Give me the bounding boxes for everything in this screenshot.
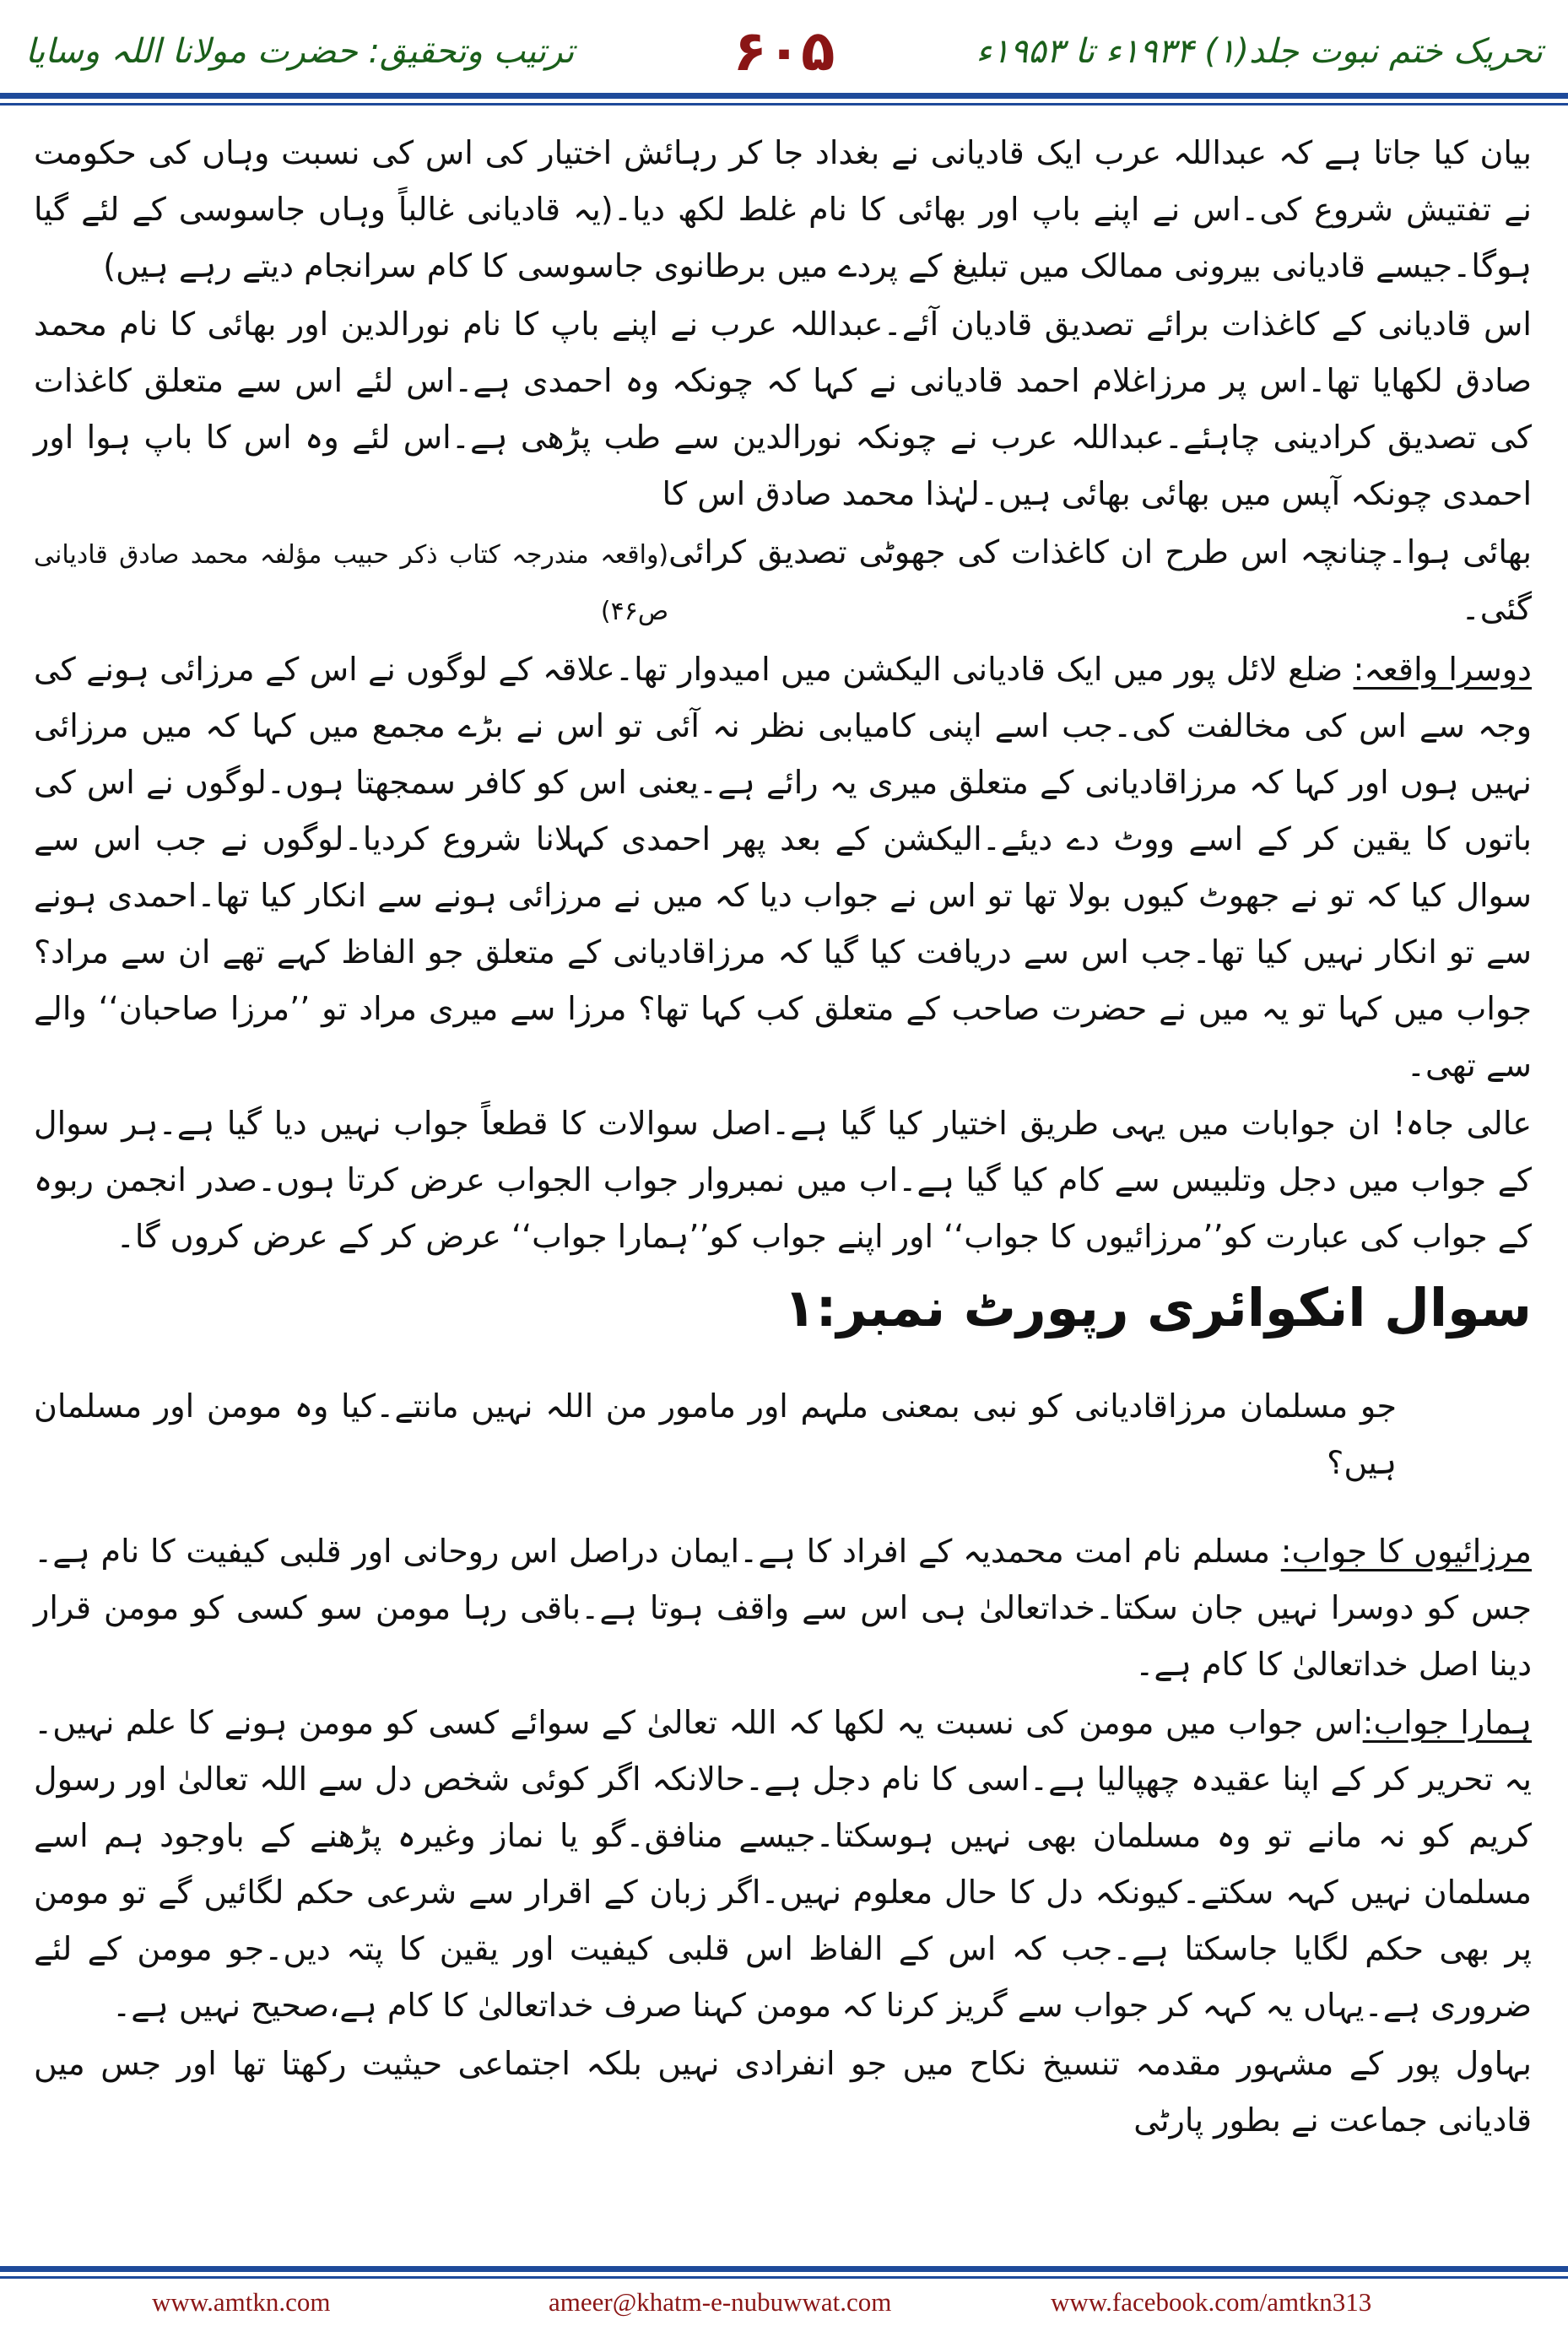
footer-rule-thin [0,2276,1568,2279]
mirzai-answer-text: مسلم نام امت محمدیہ کے افراد کا ہے۔ایمان دراصل اس روحانی اور قلبی کیفیت کا نام ہے۔جس کو دوسرا نہیں جان سکتا۔خداتعالیٰ ہی اس سے واقف ہوتا ہے۔باقی رہا مومن سو کسی کو مومن قرار دینا اصل خداتعالیٰ کا کام ہے۔ [34,1533,1532,1683]
second-incident-label: دوسرا واقعہ: [1353,651,1532,688]
our-answer-label: ہمارا جواب: [1362,1704,1532,1741]
footer-rule-thick [0,2266,1568,2272]
page-body [34,125,1532,2150]
our-answer-text: اس جواب میں مومن کی نسبت یہ لکھا کہ اللہ تعالیٰ کے سوائے کسی کو مومن ہونے کا علم نہیں۔یہ تحریر کر کے اپنا عقیدہ چھپالیا ہے۔اسی کا نام دجل ہے۔حالانکہ اگر کوئی شخص دل سے اللہ تعالیٰ اور رسول کریم کو نہ مانے تو وہ مسلمان بھی نہیں ہوسکتا۔جیسے منافق۔گو یا نماز وغیرہ پڑھنے کے باوجود ہم اسے مسلمان نہیں کہہ سکتے۔کیونکہ دل کا حال معلوم نہیں۔اگر زبان کے اقرار سے شرعی حکم لگائیں گے تو مومن پر بھی حکم لگایا جاسکتا ہے۔جب کہ اس کے الفاظ اس قلبی کیفیت اور یقین کا پتہ دیں۔جو مومن کے لئے ضروری ہے۔یہاں یہ کہہ کر جواب سے گریز کرنا کہ مومن کہنا صرف خداتعالیٰ کا کام ہے،صحیح نہیں ہے۔ [34,1704,1532,2024]
page-footer [0,2284,1568,2334]
paragraph-3 [34,641,1532,1094]
paragraph-4: عالی جاہ! ان جوابات میں یہی طریق اختیار کیا گیا ہے۔اصل سوالات کا قطعاً جواب نہیں دیا گیا ہے۔ہر سوال کے جواب میں دجل وتلبیس سے کام کیا گیا ہے۔اب میں نمبروار جواب الجواب عرض کرتا ہوں۔صدر انجمن ربوہ کے جواب کی عبارت کو’’مرزائیوں کا جواب‘‘ اور اپنے جواب کو’’ہمارا جواب‘‘ عرض کر کے عرض کروں گا۔ [34,1105,1532,1255]
paragraph-2: اس قادیانی کے کاغذات برائے تصدیق قادیان آئے۔عبداللہ عرب نے اپنے باپ کا نام نورالدین اور بھائی کا نام محمد صادق لکھایا تھا۔اس پر مرزاغلام احمد قادیانی نے کہا کہ چونکہ وہ احمدی ہے۔اس لئے اس سے متعلق کاغذات کی تصدیق کرادینی چاہئے۔عبداللہ عرب نے چونکہ نورالدین سے طب پڑھی ہے۔اس لئے وہ اس کا باپ ہوا اور احمدی چونکہ آپس میں بھائی بھائی ہیں۔لہٰذا محمد صادق اس کا [34,306,1532,512]
paragraph-last: بہاول پور کے مشہور مقدمہ تنسیخ نکاح میں جو انفرادی نہیں بلکہ اجتماعی حیثیت رکھتا تھا اور جس میں قادیانی جماعت نے بطور پارٹی [34,2045,1532,2139]
our-answer [34,1695,1532,2034]
website-link[interactable]: www.amtkn.com [152,2287,331,2317]
mirzai-answer-label: مرزائیوں کا جواب: [1280,1533,1532,1570]
book-title: تحریک ختم نبوت جلد(۱) ۱۹۳۴ء تا ۱۹۵۳ء [976,32,1543,71]
page-header [0,0,1568,127]
section-heading: سوال انکوائری رپورٹ نمبر:۱ [783,1277,1532,1339]
compiler-credit: ترتیب وتحقیق: حضرت مولانا اللہ وسایا [25,32,575,71]
email-link[interactable]: ameer@khatm-e-nubuwwat.com [549,2287,892,2317]
mirzai-answer [34,1523,1532,1693]
paragraph-2-closing [34,524,1532,640]
header-rule-thin [0,103,1568,105]
second-incident-text: ضلع لائل پور میں ایک قادیانی الیکشن میں امیدوار تھا۔علاقہ کے لوگوں نے اس کے مرزائی ہونے کی وجہ سے اس کی مخالفت کی۔جب اسے اپنی کامیابی نظر نہ آئی تو اس نے بڑے مجمع میں کہا کہ میں مرزائی نہیں ہوں اور کہا کہ مرزاقادیانی کے متعلق میری یہ رائے ہے۔یعنی اس کو کافر سمجھتا ہوں۔لوگوں نے اس کی باتوں کا یقین کر کے اسے ووٹ دے دیئے۔الیکشن کے بعد پھر احمدی کہلانا شروع کردیا۔لوگوں نے جب اس سے سوال کیا کہ تو نے جھوٹ کیوں بولا تھا تو اس نے جواب دیا کہ میں نے مرزائی ہونے سے انکار کیا تھا۔احمدی ہونے سے تو انکار نہیں کیا تھا۔جب اس سے دریافت کیا گیا کہ مرزاقادیانی کے متعلق جو الفاظ کہے تھے ان سے مراد؟ جواب میں کہا تو یہ میں نے حضرت صاحب کے متعلق کب کہا تھا؟ مرزا سے میری مراد تو ’’مرزا صاحبان‘‘ والے سے تھی۔ [34,651,1532,1084]
facebook-link[interactable]: www.facebook.com/amtkn313 [1051,2287,1372,2317]
page-number: ۶۰۵ [733,19,835,84]
header-rule-thick [0,93,1568,99]
source-reference: (واقعہ مندرجہ کتاب ذکر حبیب مؤلفہ محمد صادق قادیانی ص۴۶) [34,540,669,626]
inquiry-question: جو مسلمان مرزاقادیانی کو نبی بمعنی ملہم اور مامور من اللہ نہیں مانتے۔کیا وہ مومن اور مسلمان ہیں؟ [34,1387,1397,1481]
paragraph-2-last-line: بھائی ہوا۔چنانچہ اس طرح ان کاغذات کی جھوٹی تصدیق کرائی گئی۔ [668,533,1532,627]
paragraph-1: بیان کیا جاتا ہے کہ عبداللہ عرب ایک قادیانی نے بغداد جا کر رہائش اختیار کی اس کی نسبت وہاں کی حکومت نے تفتیش شروع کی۔اس نے اپنے باپ اور بھائی کا نام غلط لکھ دیا۔(یہ قادیانی غالباً وہاں جاسوسی کے لئے گیا ہوگا۔جیسے قادیانی بیرونی ممالک میں تبلیغ کے پردے میں برطانوی جاسوسی کا کام سرانجام دیتے رہے ہیں) [34,134,1532,284]
